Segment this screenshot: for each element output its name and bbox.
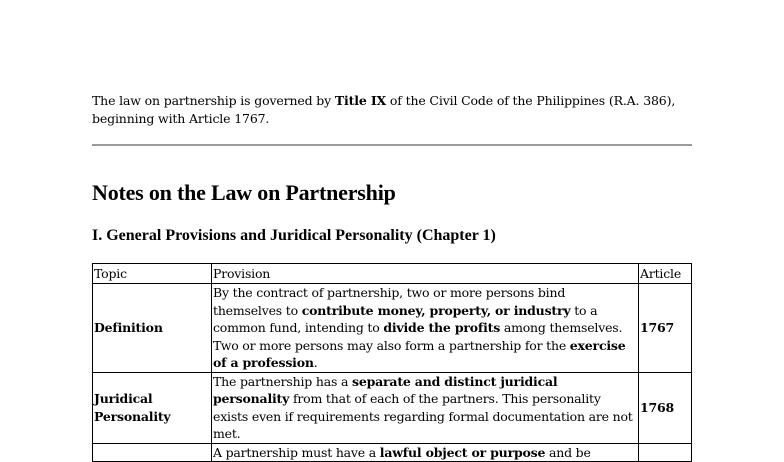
section-heading: [92, 227, 496, 245]
provision-text: The partnership has a: [213, 373, 352, 389]
table-row: [93, 443, 692, 462]
provision-text: A partnership must have a: [213, 444, 380, 460]
provision-bold: divide the profits: [383, 320, 501, 335]
intro-title-ix: Title IX: [334, 93, 387, 108]
intro-text-2: of the Civil Code of the Philippines (R.A. 386), beginning with Article 1767.: [92, 93, 676, 126]
table-row: [93, 372, 692, 443]
row-provision: [212, 372, 639, 443]
row-provision: [212, 284, 639, 373]
provision-bold: contribute money, property, or industry: [301, 302, 571, 318]
provisions-table: [92, 263, 692, 462]
provision-text: By the contract of partnership, two or more persons bind themselves to: [213, 285, 566, 318]
header-article: Article: [639, 264, 692, 284]
section-label: I. General Provisions and Juridical Personality: [92, 227, 413, 244]
provision-text: from that of each of the partners. This personality exists even if requirements regarding formal documentation are not met.: [213, 391, 633, 441]
intro-paragraph: [92, 92, 692, 128]
table-header-row: [93, 264, 692, 284]
provision-bold: lawful object or purpose: [379, 444, 546, 460]
row-topic: Definition: [93, 284, 212, 373]
horizontal-rule: [92, 144, 692, 146]
row-provision: [212, 443, 639, 462]
page-title: Notes on the Law on Partnership: [92, 180, 396, 205]
provision-text: to a common fund, intending to: [213, 302, 598, 335]
provision-text: among themselves. Two or more persons may also form a partnership for the: [213, 320, 623, 353]
table-row: [93, 284, 692, 373]
section-chapter: (Chapter 1): [416, 227, 496, 244]
row-article: 1768: [639, 372, 692, 443]
provision-text: and be: [545, 444, 591, 460]
provision-text: .: [313, 355, 318, 370]
row-article: [639, 443, 692, 462]
row-article: 1767: [639, 284, 692, 373]
row-topic: Juridical Personality: [93, 372, 212, 443]
provision-bold: separate and distinct juridical personality: [213, 373, 558, 406]
provision-bold: exercise of a profession: [213, 337, 626, 370]
intro-text-1: The law on partnership is governed by: [92, 93, 335, 108]
header-provision: Provision: [212, 264, 639, 284]
row-topic: [93, 443, 212, 462]
header-topic: Topic: [93, 264, 212, 284]
